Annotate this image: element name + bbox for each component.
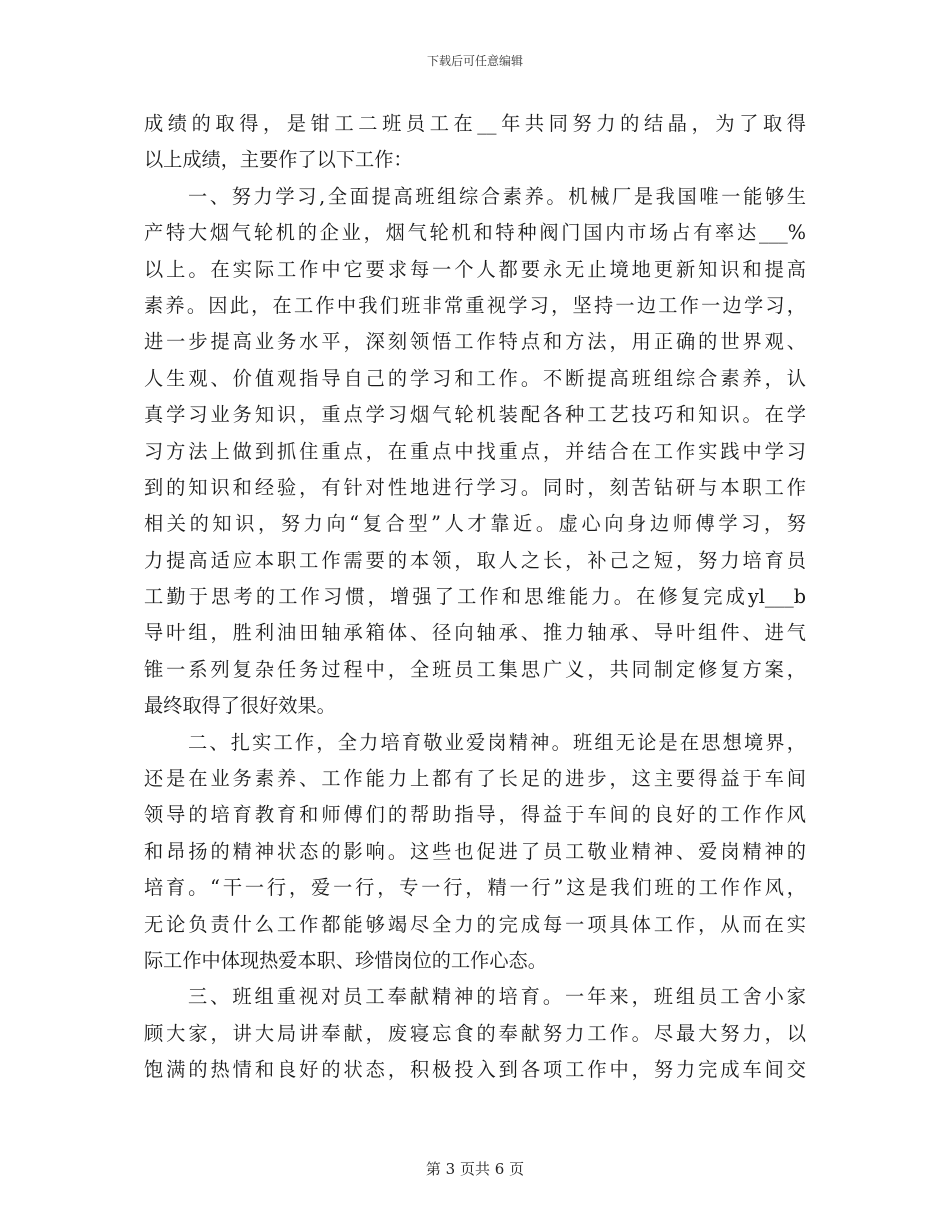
- page-header: 下载后可任意编辑: [426, 54, 523, 68]
- text-line: 素养。因此，在工作中我们班非常重视学习，坚持一边工作一边学习，: [144, 293, 806, 317]
- text-line: 无论负责什么工作都能够竭尽全力的完成每一项具体工作，从而在实: [144, 912, 806, 936]
- text-line: 饱满的热情和良好的状态，积极投入到各项工作中，努力完成车间交: [144, 1058, 806, 1082]
- text-line: 以上。在实际工作中它要求每一个人都要永无止境地更新知识和提高: [144, 257, 806, 281]
- text-line: 一、努力学习,全面提高班组综合素养。机械厂是我国唯一能够生: [188, 184, 806, 208]
- text-line: 培育。“干一行，爱一行，专一行，精一行”这是我们班的工作作风，: [144, 876, 806, 900]
- text-line: 领导的培育教育和师傅们的帮助指导，得益于车间的良好的工作作风: [144, 803, 806, 827]
- text-line: 人生观、价值观指导自己的学习和工作。不断提高班组综合素养，认: [144, 366, 806, 390]
- text-line: 锥一系列复杂任务过程中，全班员工集思广义，共同制定修复方案，: [144, 657, 806, 681]
- text-line: 二、扎实工作，全力培育敬业爱岗精神。班组无论是在思想境界，: [188, 730, 806, 754]
- text-line: 三、班组重视对员工奉献精神的培育。一年来，班组员工舍小家: [188, 985, 806, 1009]
- text-line: 产特大烟气轮机的企业，烟气轮机和特种阀门国内市场占有率达___%: [144, 221, 806, 245]
- text-line: 成绩的取得，是钳工二班员工在__年共同努力的结晶，为了取得: [144, 112, 806, 135]
- page-footer: 第 3 页共 6 页: [425, 1160, 525, 1178]
- text-line: 顾大家，讲大局讲奉献，废寝忘食的奉献努力工作。尽最大努力，以: [144, 1021, 806, 1045]
- text-line: 际工作中体现热爱本职、珍惜岗位的工作心态。: [144, 948, 547, 972]
- text-line: 到的知识和经验，有针对性地进行学习。同时，刻苦钻研与本职工作: [144, 475, 806, 499]
- text-line: 还是在业务素养、工作能力上都有了长足的进步，这主要得益于车间: [144, 767, 806, 791]
- text-line: 力提高适应本职工作需要的本领，取人之长，补己之短，努力培育员: [144, 548, 806, 572]
- text-line: 最终取得了很好效果。: [144, 694, 336, 718]
- text-line: 导叶组，胜利油田轴承箱体、径向轴承、推力轴承、导叶组件、进气: [144, 621, 806, 645]
- text-line: 习方法上做到抓住重点，在重点中找重点，并结合在工作实践中学习: [144, 439, 806, 463]
- document-body: [144, 106, 806, 1089]
- text-line: 和昂扬的精神状态的影响。这些也促进了员工敬业精神、爱岗精神的: [144, 839, 806, 863]
- text-line: 相关的知识，努力向“复合型”人才靠近。虚心向身边师傅学习，努: [144, 512, 806, 536]
- text-line: 以上成绩，主要作了以下工作：: [144, 148, 413, 172]
- text-line: 进一步提高业务水平，深刻领悟工作特点和方法，用正确的世界观、: [144, 330, 806, 354]
- text-line: 真学习业务知识，重点学习烟气轮机装配各种工艺技巧和知识。在学: [144, 403, 806, 427]
- text-line: 工勤于思考的工作习惯，增强了工作和思维能力。在修复完成yl___b: [144, 585, 806, 609]
